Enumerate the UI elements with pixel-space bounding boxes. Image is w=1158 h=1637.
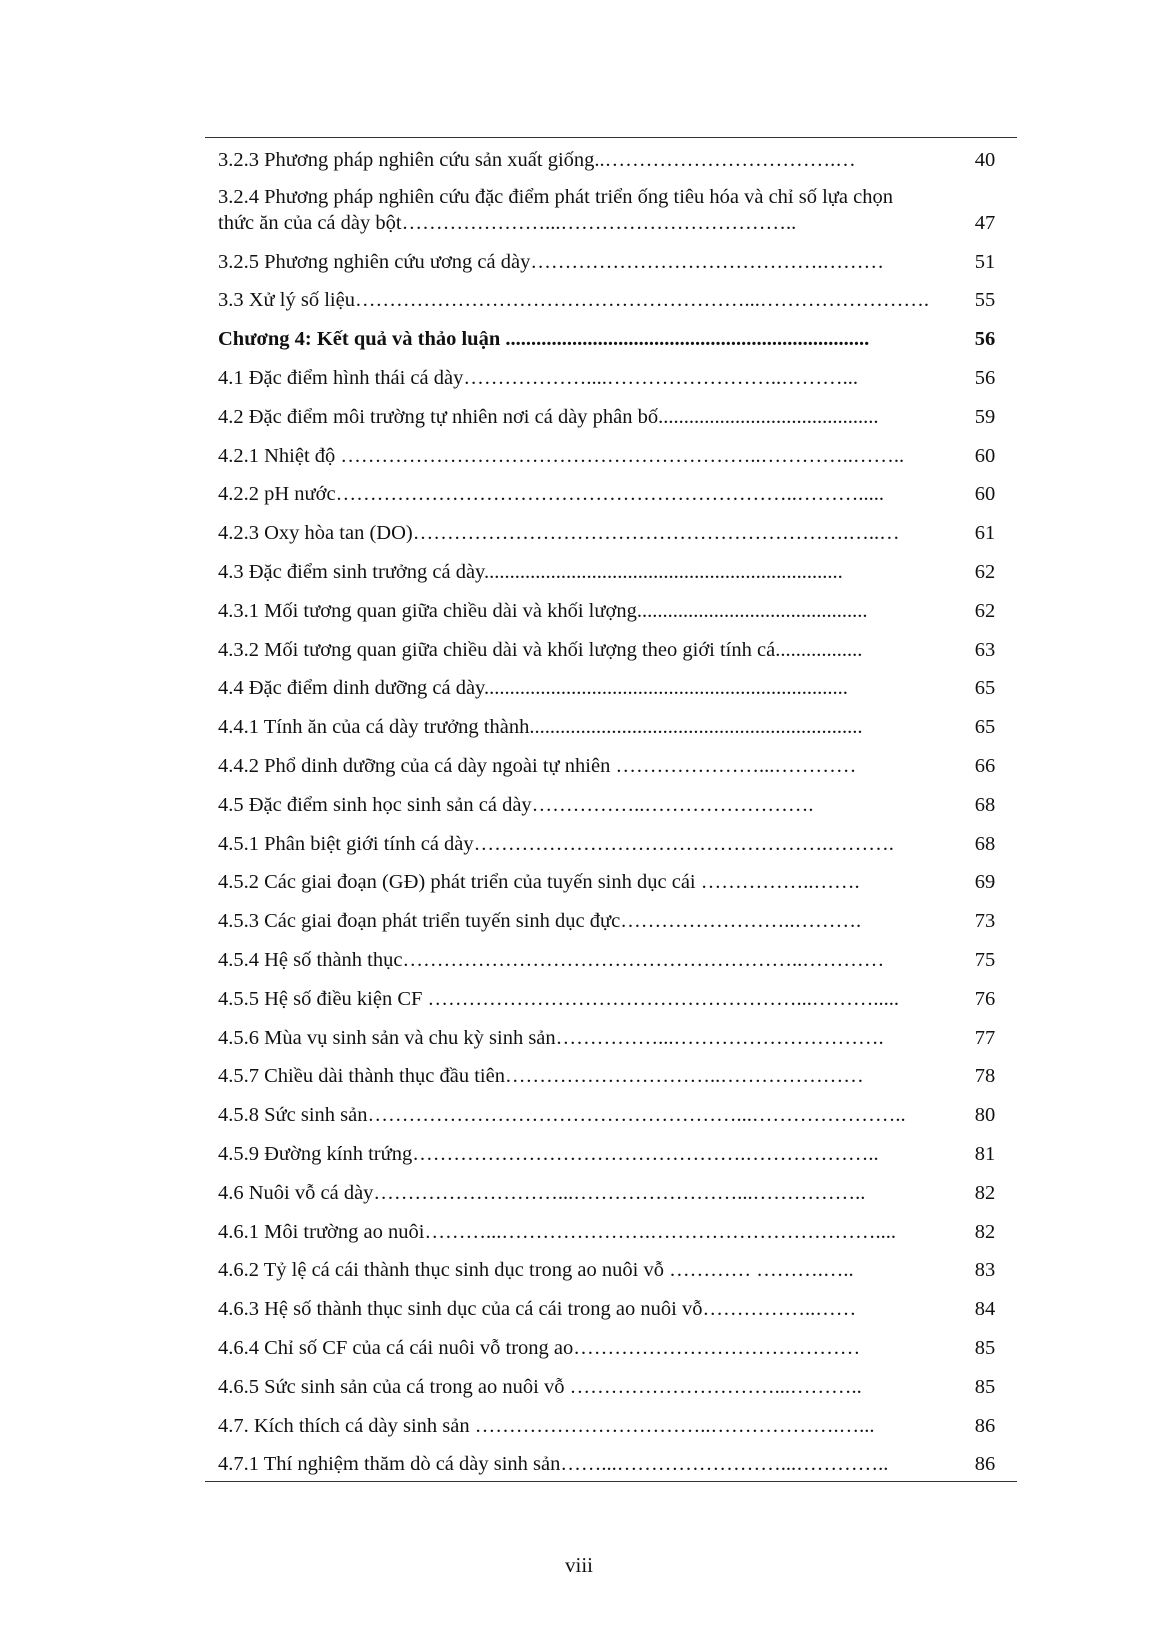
toc-entry	[205, 1210, 1017, 1249]
toc-entry	[205, 550, 1017, 589]
toc-entry-page: 86	[974, 1453, 996, 1476]
toc-entry	[205, 783, 1017, 822]
toc-entry-title: 3.2.4 Phương pháp nghiên cứu đặc điểm phát triển ống tiêu hóa và chỉ số lựa chọn thức ăn của cá dày bột…………………...……………………………..	[218, 185, 893, 234]
toc-entry-page: 68	[974, 832, 996, 855]
toc-entry-title: 4.5.5 Hệ số điều kiện CF ………………………………………………...……….....	[218, 987, 900, 1010]
toc-entry-title: 3.3 Xử lý số liệu…………………………………………………...…………………….	[218, 289, 929, 312]
toc-entry	[205, 589, 1017, 628]
toc-entry	[205, 395, 1017, 434]
toc-entry-page: 61	[974, 522, 996, 545]
toc-entry	[205, 177, 1017, 240]
toc-entry-title: 4.5.1 Phân biệt giới tính cá dày…………………………………………….……….	[218, 832, 894, 855]
toc-entry	[205, 1016, 1017, 1055]
toc-entry	[205, 1404, 1017, 1443]
toc-entry-title: 4.4.1 Tính ăn của cá dày trưởng thành.................................................................	[218, 716, 863, 739]
toc-entry-page: 80	[974, 1104, 996, 1127]
toc-entry	[205, 434, 1017, 473]
toc-entry-title: 3.2.5 Phương nghiên cứu ương cá dày…………………………………….………	[218, 250, 884, 273]
toc-entry-title: 4.5.4 Hệ số thành thục…………………………………………………..…………	[218, 948, 885, 971]
toc-entry-page: 59	[974, 405, 996, 428]
toc-entry	[205, 899, 1017, 938]
toc-entry	[205, 1326, 1017, 1365]
toc-entry	[205, 822, 1017, 861]
toc-entry-page: 65	[974, 716, 996, 739]
toc-entry-title: 4.6.3 Hệ số thành thục sinh dục của cá cái trong ao nuôi vỗ……………..……	[218, 1298, 857, 1321]
toc-entry-page: 63	[974, 638, 996, 661]
toc-entry-page: 56	[974, 328, 996, 351]
toc-entry-page: 47	[974, 211, 996, 234]
toc-entry	[205, 938, 1017, 977]
toc-entry-page: 68	[974, 793, 996, 816]
toc-entry-title: 4.6.1 Môi trường ao nuôi………...………………….……………………………....	[218, 1220, 896, 1243]
toc-entry-page: 85	[974, 1375, 996, 1398]
toc-entry-page: 60	[974, 444, 996, 467]
toc-entry-title: 4.5.8 Sức sinh sản………………………………………………...…………………..	[218, 1104, 906, 1127]
toc-entry-title: 4.6.5 Sức sinh sản của cá trong ao nuôi vỗ …………………………...………..	[218, 1375, 862, 1398]
toc-entry-title: 4.3 Đặc điểm sinh trưởng cá dày......................................................................	[218, 560, 843, 583]
toc-entry-page: 51	[974, 250, 996, 273]
toc-entry	[205, 240, 1017, 279]
toc-entry-title: 4.5 Đặc điểm sinh học sinh sản cá dày……………..…………………….	[218, 793, 814, 816]
toc-entry	[205, 1055, 1017, 1094]
toc-entry	[205, 1093, 1017, 1132]
toc-entry-title: 4.5.2 Các giai đoạn (GĐ) phát triển của tuyến sinh dục cái ……………..…….	[218, 871, 860, 894]
toc-entry-title: 4.6 Nuôi vỗ cá dày………………………...……………………...……………..	[218, 1181, 866, 1204]
toc-entry	[205, 628, 1017, 667]
toc-entry-title: 4.2.2 pH nước…………………………………………………………..……….....	[218, 483, 884, 506]
toc-entry	[205, 356, 1017, 395]
toc-entry-title: 4.5.6 Mùa vụ sinh sản và chu kỳ sinh sản……………...………………………….	[218, 1026, 884, 1049]
toc-entry-page: 83	[974, 1259, 996, 1282]
toc-entry-title: 4.2.1 Nhiệt độ ……………………………………………………..…………..……..	[218, 444, 905, 467]
toc-entry-title: 4.2 Đặc điểm môi trường tự nhiên nơi cá dày phân bố...........................................	[218, 405, 879, 428]
toc-entry-page: 65	[974, 677, 996, 700]
toc-entry	[205, 138, 1017, 177]
toc-entry-title: 4.7. Kích thích cá dày sinh sản ……………………………..……………….…...	[218, 1414, 875, 1437]
toc-entry	[205, 861, 1017, 900]
toc-entry-title: 4.5.7 Chiều dài thành thục đầu tiên…………………………..…………………	[218, 1065, 864, 1088]
toc-entry-page: 56	[974, 366, 996, 389]
toc-entry	[205, 977, 1017, 1016]
toc-entry-page: 82	[974, 1220, 996, 1243]
toc-entry-page: 62	[974, 599, 996, 622]
toc-entry-page: 77	[974, 1026, 996, 1049]
toc-entry-title: 4.3.1 Mối tương quan giữa chiều dài và khối lượng.............................................	[218, 599, 868, 622]
toc-entry-title: 4.5.3 Các giai đoạn phát triển tuyến sinh dục đực……………………..……….	[218, 910, 862, 933]
toc-entry-page: 62	[974, 560, 996, 583]
toc-entry-title: 3.2.3 Phương pháp nghiên cứu sản xuất giống..…………………………….…	[218, 148, 856, 171]
toc-entry	[205, 1249, 1017, 1288]
toc-entry-page: 76	[974, 987, 996, 1010]
toc-entry	[205, 1132, 1017, 1171]
toc-entry	[205, 279, 1017, 318]
toc-entry-title: 4.5.9 Đường kính trứng………………………………………….………………..	[218, 1142, 879, 1165]
toc-entry-page: 55	[974, 289, 996, 312]
toc-entry-page: 85	[974, 1336, 996, 1359]
toc-entry-page: 86	[974, 1414, 996, 1437]
toc-entry-title: 4.4.2 Phổ dinh dưỡng của cá dày ngoài tự nhiên …………………...…………	[218, 754, 857, 777]
toc-entry	[205, 744, 1017, 783]
table-of-contents	[205, 137, 1017, 1482]
page-number: viii	[564, 1553, 593, 1577]
toc-entry-title: 4.3.2 Mối tương quan giữa chiều dài và khối lượng theo giới tính cá.................	[218, 638, 863, 661]
toc-entry-title: 4.6.2 Tỷ lệ cá cái thành thục sinh dục trong ao nuôi vỗ ………… ……….…..	[218, 1259, 854, 1282]
toc-entry	[205, 667, 1017, 706]
toc-entry-page: 60	[974, 483, 996, 506]
toc-entry-page: 69	[974, 871, 996, 894]
toc-entry	[205, 705, 1017, 744]
toc-entry-page: 66	[974, 754, 996, 777]
toc-entry-title: 4.1 Đặc điểm hình thái cá dày………………....……………………..………...	[218, 366, 858, 389]
toc-entry-page: 81	[974, 1142, 996, 1165]
toc-chapter-heading	[205, 317, 1017, 356]
toc-entry	[205, 1287, 1017, 1326]
toc-entry-page: 82	[974, 1181, 996, 1204]
toc-entry-title: 4.4 Đặc điểm dinh dưỡng cá dày.......................................................................	[218, 677, 848, 700]
toc-entry-title: 4.2.3 Oxy hòa tan (DO)……………………………………………………….…..…	[218, 522, 900, 545]
toc-entry-page: 75	[974, 948, 996, 971]
toc-entry	[205, 1365, 1017, 1404]
toc-entry-title: 4.6.4 Chỉ số CF của cá cái nuôi vỗ trong ao……………………………………	[218, 1336, 861, 1359]
toc-entry-page: 73	[974, 910, 996, 933]
toc-entry-title: 4.7.1 Thí nghiệm thăm dò cá dày sinh sản……...……………………...…………..	[218, 1453, 889, 1476]
toc-entry	[205, 473, 1017, 512]
toc-entry-page: 40	[974, 148, 996, 171]
toc-entry	[205, 511, 1017, 550]
toc-entry-page: 78	[974, 1065, 996, 1088]
toc-entry	[205, 1443, 1017, 1482]
toc-entry-page: 84	[974, 1298, 996, 1321]
toc-entry-title: Chương 4: Kết quả và thảo luận .......................................................................	[218, 328, 870, 351]
toc-entry	[205, 1171, 1017, 1210]
